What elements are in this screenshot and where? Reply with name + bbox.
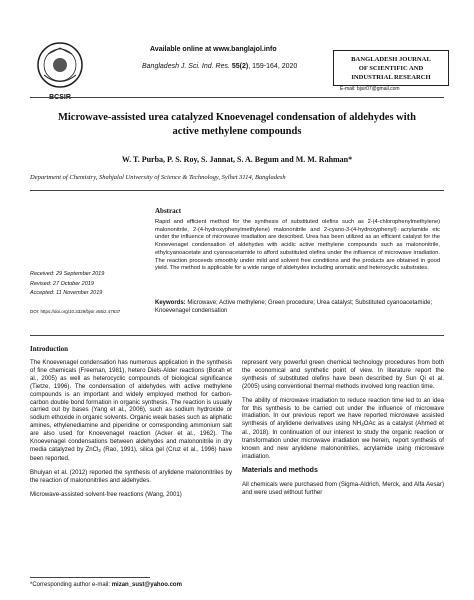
department-affiliation: Department of Chemistry, Shahjalal University of Science & Technology, Sylhet 3114, Bangladesh [30,174,286,181]
accepted-date: Accepted: 11 November 2019 [30,290,103,296]
abstract-text: Rapid and efficient method for the synthesis of substituted olefins such as 2-(4-chlorophenylmethylene) malononitrile, 2-(4-hydroxyphenylmethylene) malononitrile and 2-cyano-3-(4-hydroxyphenyl) acrylamide etc under the influence of microwave irradiation are described. Urea has been utilized as an efficient catalyst for the Knoevenagel condensation of aldehydes with acidic active methylene compounds such as malononitrile, ethylcyanoacetate and cyanoacetamide to afford substituted olefins under the influence of microwave irradiation. The reaction proceeds smoothly under mild and solvent free conditions and the products are obtained in good yield. The method is applicable for a wide range of aldehydes including aromatic and heterocyclic substrates. [155,219,440,272]
journal-name-line3: INDUSTRIAL RESEARCH [351,74,431,81]
citation-journal: Bangladesh J. Sci. Ind. Res. [142,63,230,70]
keywords-text: Microwave; Active methylene; Green procedure; Urea catalyst; Substituted cyanoacetamide; Knoevenagel condensation [155,300,433,314]
journal-email: E-mail: bjsir07@gmail.com [340,86,400,92]
keywords [155,299,440,315]
introduction-heading: Introduction [30,345,68,353]
right-column [242,359,444,503]
keywords-label: Keywords: [155,300,186,306]
journal-name-line1: BANGLADESH JOURNAL [351,56,431,63]
revised-date: Revised: 27 October 2019 [30,280,94,287]
doi-link[interactable]: DOI: https://doi.org/10.3329/bjsir.v55i2.47637 [30,309,121,314]
intro-paragraph-3: Microwave-assisted solvent-free reactions (Wang, 2001) [30,490,182,498]
bcsir-logo [30,40,90,90]
materials-methods-heading: Materials and methods [242,466,318,474]
received-date: Received: 29 September 2019 [30,271,105,277]
right-paragraph-1: represent very powerful green chemical technology procedures from both the economical and synthetic point of view. In literature report the synthesis of substituted olefins have been described by Sun Qi et al. (2005) using conventional thermal methods involved long reaction time. [242,359,444,390]
article-dates [30,270,104,299]
article-title-line2: active methylene compounds [172,126,302,137]
left-column [30,359,232,505]
abstract-heading: Abstract [155,207,182,215]
bcsir-seal-icon [30,40,90,90]
abstract-divider [30,335,444,336]
citation-volume: 55(2) [231,63,249,70]
right-paragraph-2: The ability of microwave irradiation to reduce reaction time led to an idea for this synthesis to be carried out under the influence of microwave irradiation. In our previous report we have reported microwave assisted synthesis of arylidene derivatives using $NH_4OAc$ as a catalyst (Ahmed et al., 2018). In continuation of our interest to study the organic reaction or transformation under microwave irradiation we herein, report synthesis of known and new arylidene malononitriles, acrylamide using microwave irradiation. [242,396,444,460]
journal-name-line2: OF SCIENTIFIC AND [358,65,424,72]
footnote-divider [30,577,150,578]
affiliation-divider [30,190,444,191]
article-authors: W. T. Purba, P. S. Roy, S. Jannat, S. A. Begum and M. M. Rahman* [121,155,353,164]
intro-paragraph-2: Bhuiyan et al. (2012) reported the synthesis of arylidene malononitriles by the reaction of malononitriles and aldehydes. [30,468,232,484]
header-divider [30,97,444,98]
journal-citation [142,63,297,70]
corresponding-author-footnote [30,582,182,588]
citation-pages: , 159-164, 2020 [248,63,298,70]
intro-paragraph-1: The Knoevenagel condensation has numerous application in the synthesis of fine chemicals (Freeman, 1981), hetero Diels-Alder reactions (Borah et al., 2005) as well as heterocyclic compounds of biological significance (Tietze, 1996). The condensation of aldehydes with active methylene compounds is an important and widely employed method for carbon-carbon double bond formation in organic synthesis. The reaction is usually carried out by bases (Yang et al., 2006), such as sodium hydroxide or sodium ethoxide in organic solvents. Organic weak bases such as aliphatic amines, ethylenediamine and piperidine or corresponding ammonium salt are also used for Knoevenagel reaction (Acker et al., 1962). The Knoevenagel condensations between aldehydes and malononitrile in dry media catalyzed by ZnCl$_2$ (Rao, 1991), silica gel (Cruz et al., 1996) have been reported. [30,359,232,462]
journal-name-box [333,50,449,86]
corresponding-email[interactable]: mizan_sust@yahoo.com [111,582,182,588]
article-title [30,111,444,139]
available-online-text: Available online at www.banglajol.info [150,46,277,53]
footnote-label: *Corresponding author e-mail: [30,582,112,588]
article-title-line1: Microwave-assisted urea catalyzed Knoevenagel condensation of aldehydes with [57,112,417,123]
right-paragraph-3: All chemicals were purchased from (Sigma-Aldrich, Merck, and Alfa Aesar) and were used without further [242,480,444,496]
